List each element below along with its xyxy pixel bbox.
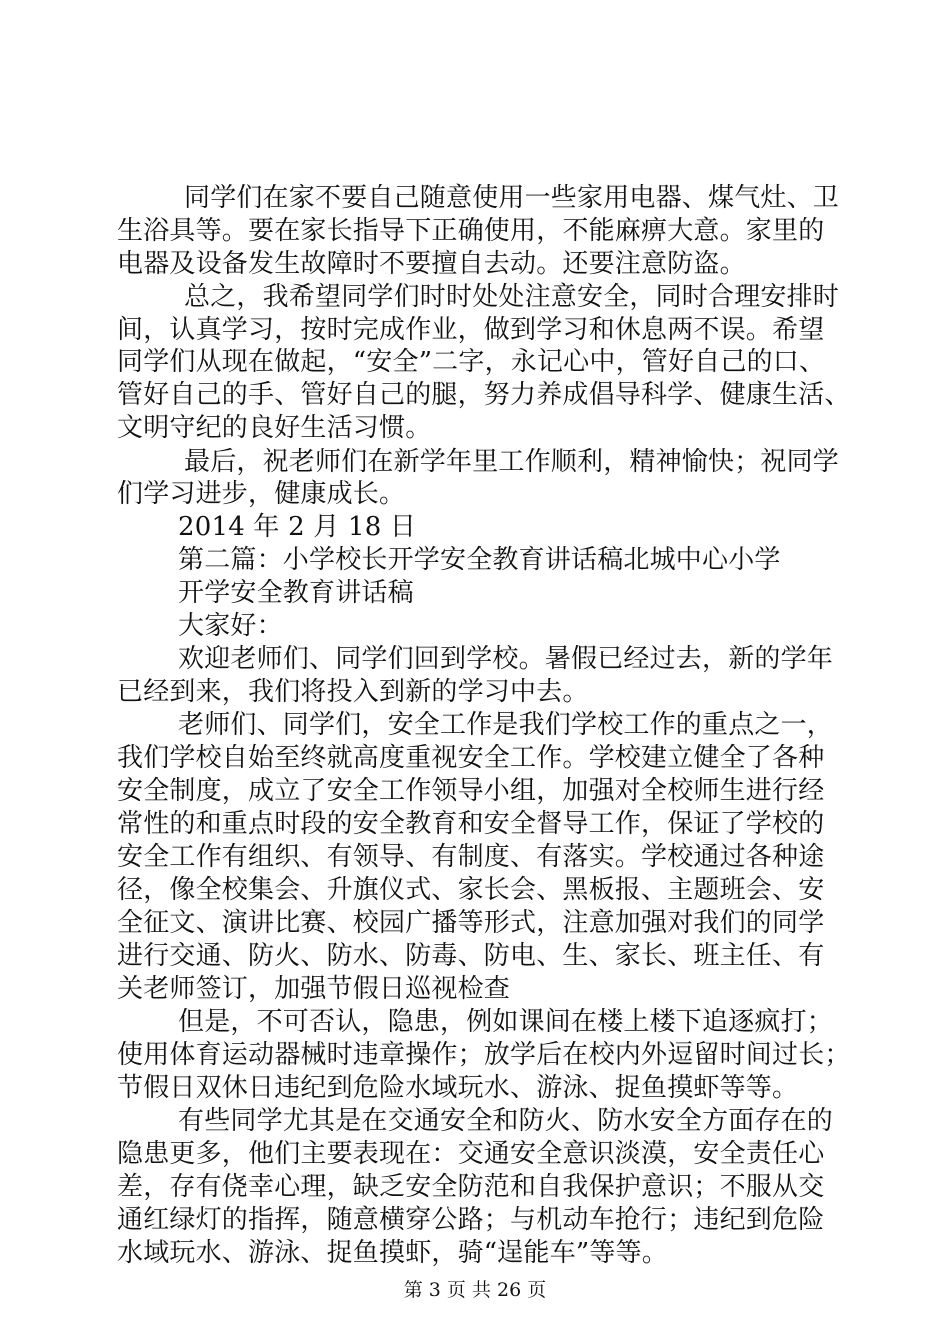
text-line: 但是，不可否认，隐患，例如课间在楼上楼下追逐疯打； xyxy=(178,1007,834,1037)
text-line: 间，认真学习，按时完成作业，做到学习和休息两不误。希望 xyxy=(117,315,825,345)
text-line: 总之，我希望同学们时时处处注意安全，同时合理安排时 xyxy=(184,282,840,312)
text-line: 我们学校自始至终就高度重视安全工作。学校建立健全了各种 xyxy=(117,743,825,773)
section-title-continued: 开学安全教育讲话稿 xyxy=(178,578,414,608)
text-line: 同学们在家不要自己随意使用一些家用电器、煤气灶、卫 xyxy=(184,183,840,213)
text-line: 生浴具等。要在家长指导下正确使用，不能麻痹大意。家里的 xyxy=(117,216,825,246)
text-line: 文明守纪的良好生活习惯。 xyxy=(117,413,432,443)
text-line: 使用体育运动器械时违章操作；放学后在校内外逗留时间过长； xyxy=(117,1040,851,1070)
text-line: 们学习进步，健康成长。 xyxy=(117,479,406,509)
text-line: 电器及设备发生故障时不要擅自去动。还要注意防盗。 xyxy=(117,249,746,279)
greeting: 大家好： xyxy=(178,611,283,641)
text-line: 欢迎老师们、同学们回到学校。暑假已经过去，新的学年 xyxy=(178,644,834,674)
text-line: 水域玩水、游泳、捉鱼摸虾，骑“逞能车”等等。 xyxy=(117,1238,668,1268)
text-line: 通红绿灯的指挥，随意横穿公路；与机动车抢行；违纪到危险 xyxy=(117,1205,825,1235)
page-footer: 第 3 页 共 26 页 xyxy=(403,1279,547,1301)
text-line: 隐患更多，他们主要表现在：交通安全意识淡漠，安全责任心 xyxy=(117,1139,825,1169)
text-line: 径，像全校集会、升旗仪式、家长会、黑板报、主题班会、安 xyxy=(117,875,825,905)
text-line: 已经到来，我们将投入到新的学习中去。 xyxy=(117,677,589,707)
text-line: 管好自己的手、管好自己的腿，努力养成倡导科学、健康生活、 xyxy=(117,380,851,410)
text-line: 进行交通、防火、防水、防毒、防电、生、家长、班主任、有 xyxy=(117,941,825,971)
text-line: 安全工作有组织、有领导、有制度、有落实。学校通过各种途 xyxy=(117,842,825,872)
date-line: 2014 年 2 月 18 日 xyxy=(178,512,417,542)
text-line: 同学们从现在做起，“安全”二字，永记心中，管好自己的口、 xyxy=(117,347,826,377)
text-line: 有些同学尤其是在交通安全和防火、防水安全方面存在的 xyxy=(178,1106,834,1136)
section-title: 第二篇：小学校长开学安全教育讲话稿北城中心小学 xyxy=(178,545,781,575)
text-line: 差，存有侥幸心理，缺乏安全防范和自我保护意识；不服从交 xyxy=(117,1172,825,1202)
text-line: 安全制度，成立了安全工作领导小组，加强对全校师生进行经 xyxy=(117,776,825,806)
text-line: 老师们、同学们，安全工作是我们学校工作的重点之一， xyxy=(178,710,834,740)
text-line: 全征文、演讲比赛、校园广播等形式，注意加强对我们的同学 xyxy=(117,908,825,938)
text-line: 节假日双休日违纪到危险水域玩水、游泳、捉鱼摸虾等等。 xyxy=(117,1073,799,1103)
text-line: 最后，祝老师们在新学年里工作顺利，精神愉快；祝同学 xyxy=(184,447,840,477)
text-line: 常性的和重点时段的安全教育和安全督导工作，保证了学校的 xyxy=(117,809,825,839)
text-line: 关老师签订，加强节假日巡视检查 xyxy=(117,974,511,1004)
